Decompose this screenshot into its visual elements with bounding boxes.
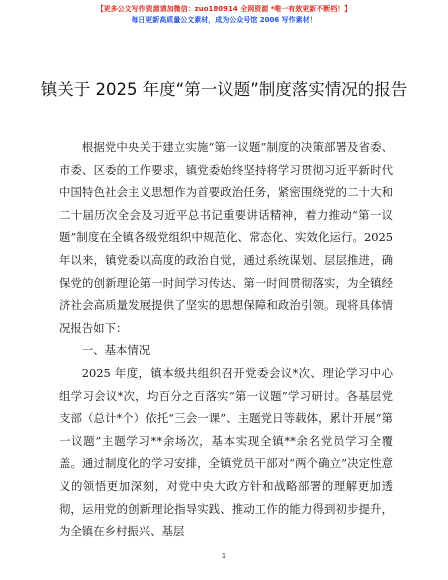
section-heading-basic-situation: 一、基本情况 <box>81 343 151 358</box>
document-body <box>59 136 393 543</box>
section1-paragraph: 2025 年度，镇本级共组织召开党委会议*次、理论学习中心组学习会议*次，均百分之百落实“第一议题”学习研讨。各基层党支部（总计*个）依托“三会一课”、主题党日等载体，累计开展“第一议题”主题学习**余场次，基本实现全镇**余名党员学习全覆盖。通过制度化的学习安排，全镇党员干部对“两个确立”决定性意义的领悟更加深刻，对党中央大政方针和战略部署的理解更加透彻，运用党的创新理论指导实践、推动工作的能力得到初步提升，为全镇在乡村振兴、基层 <box>59 365 393 539</box>
promo-banner <box>0 4 448 26</box>
promo-banner-line1: 【更多公文写作资源请加微信：zuo180914 全网资源 *唯一有效更新不断档！】 <box>96 5 352 13</box>
promo-banner-line2: 每日更新高质量公文素材，成为公众号馆 2006 写作素材！ <box>131 16 317 24</box>
document-title: 镇关于 2025 年度“第一议题”制度落实情况的报告 <box>40 80 408 99</box>
intro-paragraph: 根据党中央关于建立实施“第一议题”制度的决策部署及省委、市委、区委的工作要求，镇党委始终坚持将学习贯彻习近平新时代中国特色社会主义思想作为首要政治任务，紧密围绕党的二十大和二十届历次全会及习近平总书记重要讲话精神，着力推动“第一议题”制度在全镇各级党组织中规范化、常态化、实效化运行。2025 年以来，镇党委以高度的政治自觉，通过系统谋划、层层推进，确保党的创新理论第一时间学习传达、第一时间贯彻落实，为全镇经济社会高质量发展提供了坚实的思想保障和政治引领。现将具体情况报告如下： <box>59 140 393 335</box>
page-number: 1 <box>221 552 227 560</box>
